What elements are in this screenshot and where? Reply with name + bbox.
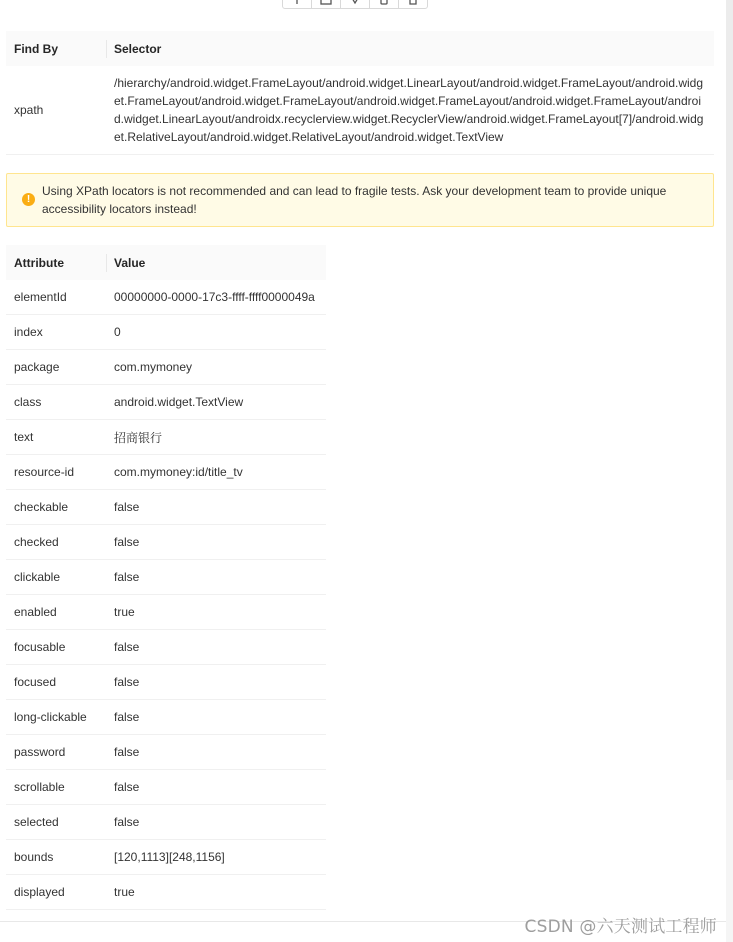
attribute-table-header <box>6 245 326 280</box>
attribute-name: elementId <box>6 280 106 315</box>
attribute-name: displayed <box>6 875 106 910</box>
attribute-value[interactable]: true <box>106 595 326 630</box>
attribute-name: class <box>6 385 106 420</box>
attribute-value[interactable]: false <box>106 665 326 700</box>
attribute-value[interactable]: [120,1113][248,1156] <box>106 840 326 875</box>
attribute-row <box>6 595 326 630</box>
attribute-row <box>6 315 326 350</box>
attribute-row <box>6 770 326 805</box>
attribute-value[interactable]: 00000000-0000-17c3-ffff-ffff0000049a <box>106 280 326 315</box>
attribute-value[interactable]: 招商银行 <box>106 420 326 455</box>
attribute-name: long-clickable <box>6 700 106 735</box>
attribute-row <box>6 525 326 560</box>
attribute-value[interactable]: true <box>106 875 326 910</box>
attribute-row <box>6 490 326 525</box>
attribute-value[interactable]: false <box>106 805 326 840</box>
attribute-value[interactable]: android.widget.TextView <box>106 385 326 420</box>
attribute-row <box>6 875 326 910</box>
clear-icon <box>320 0 332 5</box>
element-actions-toolbar <box>282 0 428 10</box>
watermark: CSDN @六天测试工程师 <box>524 917 717 937</box>
attribute-row <box>6 700 326 735</box>
attribute-value[interactable]: false <box>106 735 326 770</box>
attribute-row <box>6 420 326 455</box>
attribute-name: package <box>6 350 106 385</box>
attribute-row <box>6 735 326 770</box>
header-find-by: Find By <box>6 31 106 66</box>
clear-button[interactable] <box>311 0 341 9</box>
header-selector: Selector <box>106 31 714 66</box>
copy-button[interactable] <box>369 0 399 9</box>
scrollbar-thumb[interactable] <box>726 0 733 780</box>
send-keys-icon <box>349 0 361 5</box>
attribute-name: scrollable <box>6 770 106 805</box>
attribute-name: checked <box>6 525 106 560</box>
warning-text: Using XPath locators is not recommended and can lead to fragile tests. Ask your development team to provide unique accessibility locators instead! <box>42 184 667 216</box>
attribute-value[interactable]: false <box>106 630 326 665</box>
attribute-value[interactable]: 0 <box>106 315 326 350</box>
selector-table <box>6 31 714 155</box>
attribute-name: selected <box>6 805 106 840</box>
attribute-name: index <box>6 315 106 350</box>
attribute-row <box>6 385 326 420</box>
attribute-name: focused <box>6 665 106 700</box>
attribute-name: password <box>6 735 106 770</box>
attribute-name: bounds <box>6 840 106 875</box>
attribute-name: clickable <box>6 560 106 595</box>
attribute-value[interactable]: com.mymoney <box>106 350 326 385</box>
find-by-value: xpath <box>6 66 106 155</box>
attribute-value[interactable]: false <box>106 490 326 525</box>
attribute-row <box>6 665 326 700</box>
selector-row <box>6 66 714 155</box>
xpath-warning-alert <box>6 173 714 227</box>
attribute-value[interactable]: false <box>106 525 326 560</box>
header-value: Value <box>106 245 326 280</box>
attribute-row <box>6 280 326 315</box>
attribute-row <box>6 350 326 385</box>
send-keys-button[interactable] <box>340 0 370 9</box>
attribute-name: enabled <box>6 595 106 630</box>
attribute-value[interactable]: false <box>106 770 326 805</box>
copy-icon <box>378 0 390 5</box>
selector-value[interactable]: /hierarchy/android.widget.FrameLayout/android.widget.LinearLayout/android.widget.FrameLayout/android.widget.FrameLayout/android.widget.FrameLayout/android.widget.FrameLayout/android.widget.FrameLayout/android.widget.LinearLayout/androidx.recyclerview.widget.RecyclerView/android.widget.FrameLayout[7]/android.widget.RelativeLayout/android.widget.RelativeLayout/android.widget.TextView <box>106 66 714 155</box>
tap-button[interactable] <box>282 0 312 9</box>
attribute-name: text <box>6 420 106 455</box>
attribute-row <box>6 455 326 490</box>
exclamation-icon: ! <box>22 193 35 206</box>
attribute-table <box>6 245 326 910</box>
attribute-name: focusable <box>6 630 106 665</box>
header-attribute: Attribute <box>6 245 106 280</box>
attribute-row <box>6 560 326 595</box>
tap-icon <box>292 0 302 5</box>
attribute-name: checkable <box>6 490 106 525</box>
refresh-button[interactable] <box>398 0 428 9</box>
attribute-row <box>6 805 326 840</box>
attribute-row <box>6 630 326 665</box>
attribute-value[interactable]: false <box>106 700 326 735</box>
attribute-value[interactable]: false <box>106 560 326 595</box>
attribute-row <box>6 840 326 875</box>
selector-table-header <box>6 31 714 66</box>
attribute-name: resource-id <box>6 455 106 490</box>
attribute-value[interactable]: com.mymoney:id/title_tv <box>106 455 326 490</box>
refresh-icon <box>407 0 419 5</box>
